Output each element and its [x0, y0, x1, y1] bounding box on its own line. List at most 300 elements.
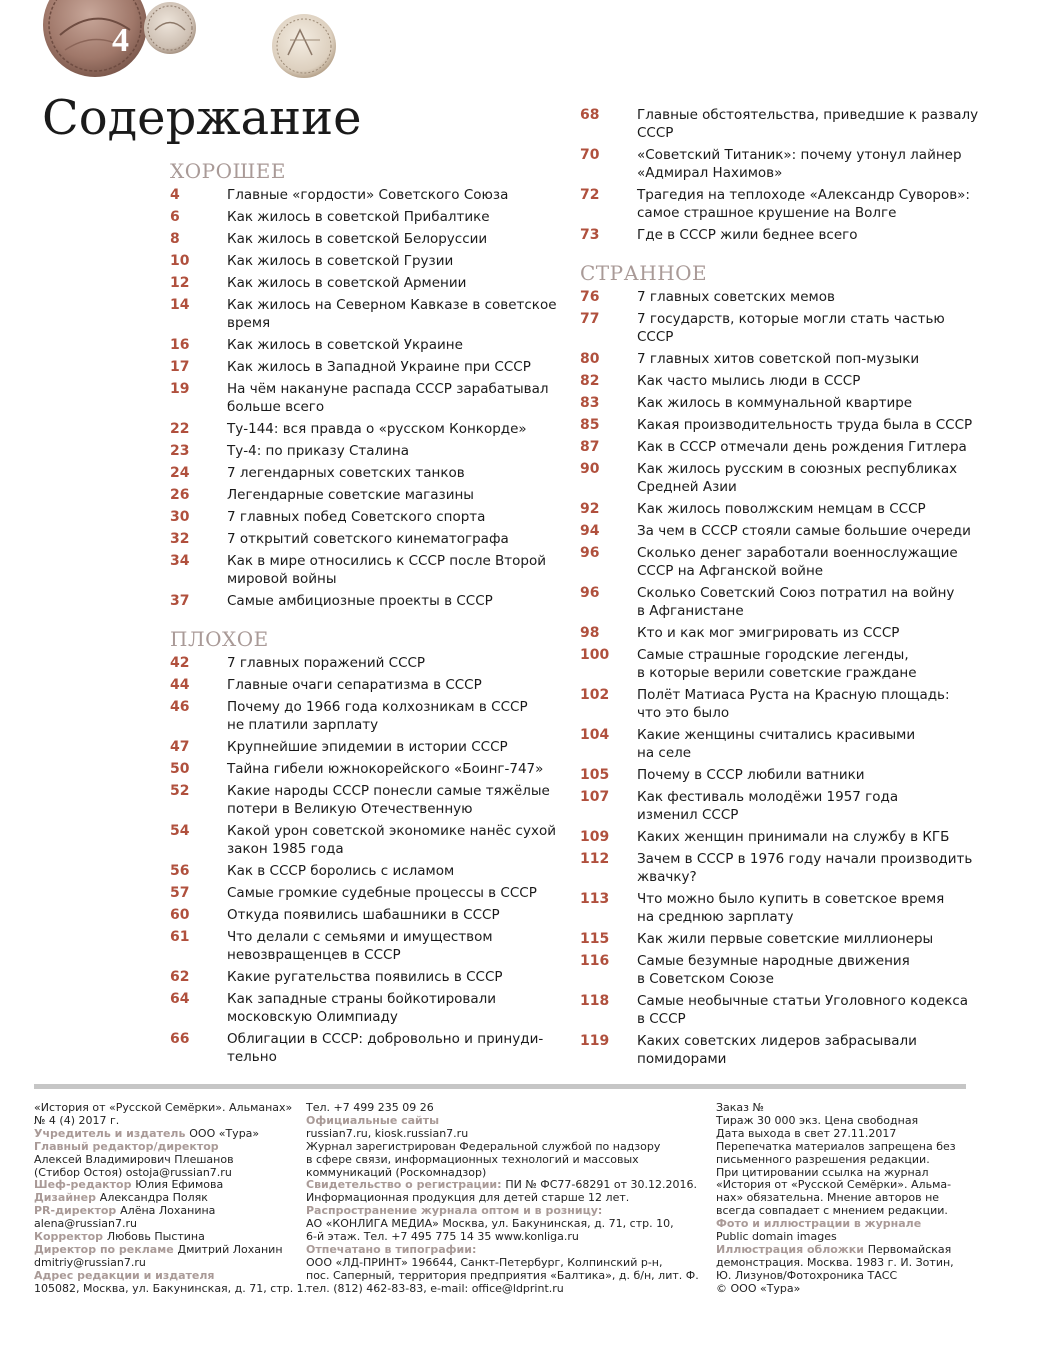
toc-page-number: 37	[170, 593, 190, 609]
imprint-text: Public domain images	[716, 1230, 837, 1244]
imprint-text: russian7.ru, kiosk.russian7.ru	[306, 1126, 469, 1140]
toc-title-line: СССР	[637, 125, 674, 141]
toc-title	[227, 486, 560, 504]
toc-title	[227, 552, 560, 588]
imprint-text: Информационная продукция для детей старше 12 лет.	[306, 1191, 630, 1205]
toc-title-line: 7 главных советских мемов	[637, 289, 835, 305]
toc-title	[227, 274, 560, 292]
toc-item[interactable]	[580, 828, 980, 846]
toc-item[interactable]	[580, 226, 980, 244]
toc-title	[227, 862, 560, 880]
imprint-text: 6-й этаж. Тел. +7 495 775 14 35 www.konliga.ru	[306, 1230, 579, 1244]
toc-page-number: 87	[580, 439, 600, 455]
coin-medium	[144, 2, 196, 54]
toc-title-line: Главные «гордости» Советского Союза	[227, 187, 509, 203]
toc-title-line: 7 открытий советского кинематографа	[227, 531, 509, 547]
toc-title	[637, 646, 980, 682]
toc-page-number: 80	[580, 351, 600, 367]
toc-title-line: не платили зарплату	[227, 717, 379, 733]
toc-item[interactable]	[170, 738, 560, 756]
toc-title-line: на среднюю зарплату	[637, 909, 794, 925]
toc-title	[637, 1032, 980, 1068]
toc-item[interactable]	[580, 460, 980, 496]
toc-item[interactable]	[170, 862, 560, 880]
toc-page-number: 52	[170, 783, 190, 799]
toc-title-line: изменил СССР	[637, 807, 739, 823]
toc-item[interactable]	[580, 500, 980, 518]
toc-title	[227, 508, 560, 526]
imprint-text: Заказ №	[716, 1101, 764, 1114]
section-title: ХОРОШЕЕ	[170, 159, 287, 183]
toc-page-number: 32	[170, 531, 190, 547]
imprint-text: коммуникаций (Роскомнадзор)	[306, 1165, 487, 1179]
toc-title-line: закон 1985 года	[227, 841, 344, 857]
toc-title-line: Откуда появились шабашники в СССР	[227, 907, 500, 923]
toc-title-line: Как фестиваль молодёжи 1957 года	[637, 789, 899, 805]
toc-title-line: Как жилось в советской Грузии	[227, 253, 454, 269]
toc-page-number: 115	[580, 931, 610, 947]
toc-item[interactable]	[580, 686, 980, 722]
toc-page-number: 12	[170, 275, 190, 291]
toc-item[interactable]	[170, 442, 560, 460]
toc-title-line: Как в СССР боролись с исламом	[227, 863, 455, 879]
toc-title-line: Как в СССР отмечали день рождения Гитлера	[637, 439, 967, 455]
toc-item[interactable]	[580, 890, 980, 926]
toc-item[interactable]	[580, 416, 980, 434]
toc-title-line: Самые амбициозные проекты в СССР	[227, 593, 493, 609]
toc-page-number: 66	[170, 1031, 190, 1047]
toc-item[interactable]	[170, 1030, 560, 1066]
toc-item[interactable]	[580, 146, 980, 182]
toc-item[interactable]	[580, 1032, 980, 1068]
toc-title-line: Самые страшные городские легенды,	[637, 647, 909, 663]
toc-item[interactable]	[170, 822, 560, 858]
toc-page-number: 83	[580, 395, 600, 411]
toc-title	[227, 592, 560, 610]
imprint-line	[34, 1281, 308, 1296]
toc-title	[227, 654, 560, 672]
imprint-text: Тираж 30 000 экз. Цена свободная	[716, 1113, 919, 1127]
toc-item[interactable]	[170, 990, 560, 1026]
toc-item[interactable]	[580, 584, 980, 620]
section-gap	[170, 614, 560, 628]
toc-item[interactable]	[170, 676, 560, 694]
toc-title	[227, 822, 560, 858]
toc-page-number: 46	[170, 699, 190, 715]
imprint-label: Свидетельство о регистрации:	[306, 1178, 506, 1192]
toc-page-number: 116	[580, 953, 610, 969]
toc-title	[227, 186, 560, 204]
toc-title-line: 7 легендарных советских танков	[227, 465, 465, 481]
imprint-label: Отпечатано в типографии:	[306, 1242, 477, 1256]
imprint-line	[716, 1283, 976, 1296]
toc-item[interactable]	[580, 788, 980, 824]
toc-page-number: 60	[170, 907, 190, 923]
toc-title-line: помидорами	[637, 1051, 727, 1067]
toc-page-number: 64	[170, 991, 190, 1007]
toc-title	[227, 296, 560, 332]
imprint-text: Любовь Пыстина	[106, 1230, 205, 1244]
toc-title-line: Ту-4: по приказу Сталина	[227, 443, 410, 459]
toc-title	[637, 146, 980, 182]
toc-title	[637, 226, 980, 244]
toc-item[interactable]	[580, 310, 980, 346]
toc-title-line: потери в Великую Отечественную	[227, 801, 473, 817]
toc-title-line: Самые громкие судебные процессы в СССР	[227, 885, 537, 901]
toc-title	[227, 782, 560, 818]
toc-title-line: самое страшное крушение на Волге	[637, 205, 897, 221]
toc-title	[637, 624, 980, 642]
toc-title-line: Зачем в СССР в 1976 году начали производить	[637, 851, 973, 867]
toc-page-number: 8	[170, 231, 180, 247]
toc-title-line: Как жилось в советской Белоруссии	[227, 231, 488, 247]
toc-title-line: СССР на Афганской войне	[637, 563, 824, 579]
toc-page-number: 73	[580, 227, 600, 243]
toc-page-number: 26	[170, 487, 190, 503]
imprint-text: alena@russian7.ru	[34, 1217, 137, 1231]
toc-title-line: 7 государств, которые могли стать частью	[637, 311, 945, 327]
section-title: ПЛОХОЕ	[170, 627, 269, 651]
imprint-label: Фото и иллюстрации в журнале	[716, 1217, 922, 1231]
toc-page-number: 92	[580, 501, 600, 517]
toc-page-number: 119	[580, 1033, 610, 1049]
toc-item[interactable]	[580, 952, 980, 988]
toc-title-line: За чем в СССР стояли самые большие очереди	[637, 523, 971, 539]
toc-title-line: в Афганистане	[637, 603, 744, 619]
toc-title-line: Что можно было купить в советское время	[637, 891, 945, 907]
toc-item[interactable]	[580, 394, 980, 412]
toc-item[interactable]	[170, 358, 560, 376]
toc-item[interactable]	[580, 624, 980, 642]
toc-item[interactable]	[170, 274, 560, 292]
imprint-text: всегда совпадает с мнением редакции.	[716, 1204, 948, 1218]
toc-item[interactable]	[580, 646, 980, 682]
toc-title	[227, 442, 560, 460]
toc-page-number: 94	[580, 523, 600, 539]
toc-item[interactable]	[170, 336, 560, 354]
toc-title-line: мировой войны	[227, 571, 337, 587]
toc-item[interactable]	[580, 850, 980, 886]
toc-title-line: на селе	[637, 745, 692, 761]
toc-page-number: 72	[580, 187, 600, 203]
toc-title-line: СССР	[637, 329, 674, 345]
coin-large	[43, 0, 147, 77]
toc-title-line: На чём накануне распада СССР зарабатывал	[227, 381, 549, 397]
toc-page-number: 100	[580, 647, 610, 663]
divider-rule	[34, 1084, 966, 1089]
imprint-text: dmitriy@russian7.ru	[34, 1255, 146, 1269]
toc-page-number: 30	[170, 509, 190, 525]
toc-item[interactable]	[580, 372, 980, 390]
toc-title	[227, 676, 560, 694]
toc-title-line: московскую Олимпиаду	[227, 1009, 398, 1025]
toc-page-number: 17	[170, 359, 190, 375]
toc-title	[637, 372, 980, 390]
imprint-text: При цитировании ссылка на журнал	[716, 1165, 929, 1179]
toc-column-left	[170, 160, 560, 1070]
toc-page-number: 109	[580, 829, 610, 845]
toc-title-line: 7 главных побед Советского спорта	[227, 509, 486, 525]
toc-title-line: «Адмирал Нахимов»	[637, 165, 783, 181]
toc-item[interactable]	[170, 252, 560, 270]
toc-title	[227, 1030, 560, 1066]
toc-item[interactable]	[170, 486, 560, 504]
toc-title-line: что это было	[637, 705, 730, 721]
imprint-text: в сфере связи, информационных технологий и массовых	[306, 1152, 639, 1166]
toc-title	[227, 252, 560, 270]
toc-item[interactable]	[170, 186, 560, 204]
toc-page-number: 16	[170, 337, 190, 353]
toc-page-number: 113	[580, 891, 610, 907]
toc-page-number: 44	[170, 677, 190, 693]
toc-title-line: Самые безумные народные движения	[637, 953, 910, 969]
toc-title-line: Как жилось русским в союзных республиках	[637, 461, 958, 477]
toc-title	[227, 464, 560, 482]
imprint-text: демонстрация. Москва. 1983 г. И. Зотин,	[716, 1255, 954, 1269]
imprint-label: Директор по рекламе	[34, 1242, 178, 1256]
toc-title	[637, 288, 980, 306]
toc-item[interactable]	[170, 208, 560, 226]
imprint-label: Официальные сайты	[306, 1113, 440, 1127]
toc-title-line: Где в СССР жили беднее всего	[637, 227, 858, 243]
toc-title-line: Почему до 1966 года колхозникам в СССР	[227, 699, 528, 715]
toc-title	[227, 336, 560, 354]
toc-title	[637, 766, 980, 784]
toc-item[interactable]	[580, 186, 980, 222]
toc-page-number: 19	[170, 381, 190, 397]
toc-page-number: 24	[170, 465, 190, 481]
imprint-text: ПИ № ФС77-68291 от 30.12.2016.	[505, 1178, 697, 1192]
toc-title	[227, 208, 560, 226]
toc-title	[227, 884, 560, 902]
toc-title-line: Как жилось в советской Армении	[227, 275, 467, 291]
toc-page-number: 112	[580, 851, 610, 867]
toc-page-number: 4	[170, 187, 180, 203]
toc-item[interactable]	[580, 106, 980, 142]
toc-page-number: 54	[170, 823, 190, 839]
toc-title-line: Как жилось в советской Украине	[227, 337, 463, 353]
toc-title	[637, 584, 980, 620]
toc-item[interactable]	[580, 288, 980, 306]
toc-title-line: тельно	[227, 1049, 277, 1065]
toc-page-number: 70	[580, 147, 600, 163]
toc-title-line: 7 главных хитов советской поп-музыки	[637, 351, 920, 367]
toc-item[interactable]	[170, 380, 560, 416]
toc-item[interactable]	[170, 906, 560, 924]
toc-page-number: 23	[170, 443, 190, 459]
toc-title-line: больше всего	[227, 399, 325, 415]
toc-title	[637, 416, 980, 434]
toc-page-number: 47	[170, 739, 190, 755]
toc-title	[227, 738, 560, 756]
toc-page-number: 57	[170, 885, 190, 901]
toc-title-line: Сколько денег заработали военнослужащие	[637, 545, 958, 561]
toc-title-line: Каких женщин принимали на службу в КГБ	[637, 829, 950, 845]
imprint-column-2	[306, 1102, 706, 1296]
toc-item[interactable]	[580, 992, 980, 1028]
toc-title-line: Какие народы СССР понесли самые тяжёлые	[227, 783, 550, 799]
toc-title-line: Средней Азии	[637, 479, 737, 495]
toc-page-number: 105	[580, 767, 610, 783]
toc-item[interactable]	[170, 760, 560, 778]
toc-item[interactable]	[580, 930, 980, 948]
toc-item[interactable]	[170, 592, 560, 610]
imprint-text: Юлия Ефимова	[135, 1178, 224, 1192]
toc-title	[637, 930, 980, 948]
toc-title-line: Какие ругательства появились в СССР	[227, 969, 503, 985]
toc-title-line: Тайна гибели южнокорейского «Боинг-747»	[227, 761, 544, 777]
toc-page-number: 76	[580, 289, 600, 305]
page-title: Содержание	[42, 90, 362, 146]
imprint-text: ООО «Тура»	[189, 1126, 260, 1140]
toc-item[interactable]	[170, 552, 560, 588]
imprint-column-1	[34, 1101, 308, 1296]
page-number: 4	[112, 22, 129, 59]
toc-page-number: 107	[580, 789, 610, 805]
toc-page-number: 14	[170, 297, 190, 313]
toc-item[interactable]	[580, 726, 980, 762]
imprint-label: Дизайнер	[34, 1191, 100, 1205]
toc-page-number: 82	[580, 373, 600, 389]
imprint-text: Алексей Владимирович Плешанов	[34, 1152, 234, 1166]
imprint-label: Шеф-редактор	[34, 1178, 136, 1192]
toc-page-number: 50	[170, 761, 190, 777]
toc-page-number: 6	[170, 209, 180, 225]
toc-title	[637, 350, 980, 368]
imprint-label: Иллюстрация обложки	[716, 1242, 868, 1256]
toc-page-number: 104	[580, 727, 610, 743]
toc-page-number: 34	[170, 553, 190, 569]
toc-title	[227, 230, 560, 248]
imprint-text: Первомайская	[867, 1242, 952, 1256]
imprint-text: «История от «Русской Семёрки». Альма-	[716, 1178, 952, 1192]
toc-item[interactable]	[580, 522, 980, 540]
toc-title	[637, 106, 980, 142]
toc-item[interactable]	[170, 782, 560, 818]
toc-title-line: Главные очаги сепаратизма в СССР	[227, 677, 482, 693]
toc-title-line: Какие женщины считались красивыми	[637, 727, 916, 743]
toc-item[interactable]	[170, 230, 560, 248]
toc-page-number: 22	[170, 421, 190, 437]
imprint-text: Перепечатка материалов запрещена без	[716, 1139, 956, 1153]
imprint-label: PR-директор	[34, 1204, 121, 1218]
toc-title-line: Как западные страны бойкотировали	[227, 991, 497, 1007]
toc-item[interactable]	[170, 654, 560, 672]
toc-title-line: в которые верили советские граждане	[637, 665, 917, 681]
imprint-text: «История от «Русской Семёрки». Альманах»	[34, 1101, 293, 1114]
toc-item[interactable]	[170, 884, 560, 902]
imprint-text: Александра Поляк	[99, 1191, 208, 1205]
toc-title	[227, 420, 560, 438]
toc-title	[637, 890, 980, 926]
toc-title-line: в Советском Союзе	[637, 971, 774, 987]
imprint-text: 105082, Москва, ул. Бакунинская, д. 71, стр. 1.	[34, 1281, 308, 1295]
toc-title-line: Кто и как мог эмигрировать из СССР	[637, 625, 900, 641]
toc-title	[637, 438, 980, 456]
toc-title	[227, 928, 560, 964]
toc-title-line: Как жили первые советские миллионеры	[637, 931, 934, 947]
toc-page-number: 90	[580, 461, 600, 477]
toc-item[interactable]	[170, 530, 560, 548]
toc-item[interactable]	[170, 420, 560, 438]
toc-page-number: 56	[170, 863, 190, 879]
toc-title	[637, 828, 980, 846]
toc-title-line: время	[227, 315, 271, 331]
toc-page-number: 77	[580, 311, 600, 327]
imprint-text: Алёна Лоханина	[120, 1204, 216, 1218]
toc-title-line: Как жилось в Западной Украине при СССР	[227, 359, 531, 375]
toc-title-line: в СССР	[637, 1011, 686, 1027]
toc-title	[637, 186, 980, 222]
toc-page-number: 62	[170, 969, 190, 985]
toc-title-line: Какая производительность труда была в СССР	[637, 417, 973, 433]
imprint-text: © ООО «Тура»	[716, 1281, 801, 1295]
toc-title	[227, 990, 560, 1026]
imprint-text: пос. Саперный, территория предприятия «Балтика», д. б/н, лит. Ф.	[306, 1268, 699, 1282]
imprint-text: ООО «ЛД-ПРИНТ» 196644, Санкт-Петербург, Колпинский р-н,	[306, 1255, 663, 1269]
toc-column-right	[580, 106, 980, 1072]
toc-item[interactable]	[170, 928, 560, 964]
imprint-label: Главный редактор/директор	[34, 1139, 219, 1153]
toc-title	[637, 850, 980, 886]
imprint-text: нах» обязательна. Мнение авторов не	[716, 1191, 940, 1205]
toc-title-line: 7 главных поражений СССР	[227, 655, 426, 671]
toc-title-line: Сколько Советский Союз потратил на войну	[637, 585, 955, 601]
imprint-text: Журнал зарегистрирован Федеральной службой по надзору	[306, 1139, 661, 1153]
toc-page-number: 118	[580, 993, 610, 1009]
toc-item[interactable]	[170, 508, 560, 526]
toc-item[interactable]	[170, 968, 560, 986]
toc-title-line: Главные обстоятельства, приведшие к развалу	[637, 107, 979, 123]
toc-title-line: Как в мире относились к СССР после Второй	[227, 553, 547, 569]
toc-title-line: Каких советских лидеров забрасывали	[637, 1033, 917, 1049]
toc-title	[637, 686, 980, 722]
toc-title	[637, 952, 980, 988]
toc-item[interactable]	[580, 350, 980, 368]
toc-page-number: 10	[170, 253, 190, 269]
toc-title-line: Легендарные советские магазины	[227, 487, 474, 503]
toc-title-line: жвачку?	[637, 869, 697, 885]
toc-item[interactable]	[580, 438, 980, 456]
imprint-text: Дата выхода в свет 27.11.2017	[716, 1126, 897, 1140]
toc-page-number: 98	[580, 625, 600, 641]
toc-page-number: 96	[580, 545, 600, 561]
toc-title	[637, 522, 980, 540]
toc-title-line: Как жилось на Северном Кавказе в советское	[227, 297, 557, 313]
toc-title-line: «Советский Титаник»: почему утонул лайнер	[637, 147, 962, 163]
toc-title	[227, 380, 560, 416]
toc-title	[637, 310, 980, 346]
toc-title	[637, 500, 980, 518]
toc-title-line: Ту-144: вся правда о «русском Конкорде»	[227, 421, 527, 437]
section-title: СТРАННОЕ	[580, 261, 708, 285]
toc-title-line: Как жилось в коммунальной квартире	[637, 395, 913, 411]
toc-item[interactable]	[580, 766, 980, 784]
toc-title-line: Как жилось поволжским немцам в СССР	[637, 501, 926, 517]
decorative-coins	[0, 0, 380, 95]
toc-item[interactable]	[170, 698, 560, 734]
imprint-text: Тел. +7 499 235 09 26	[306, 1101, 434, 1114]
section-gap	[580, 248, 980, 262]
toc-page-number: 61	[170, 929, 190, 945]
imprint-column-3	[716, 1102, 976, 1296]
toc-item[interactable]	[170, 464, 560, 482]
toc-title-line: Трагедия на теплоходе «Александр Суворов»:	[637, 187, 970, 203]
toc-item[interactable]	[170, 296, 560, 332]
imprint-text: АО «КОНЛИГА МЕДИА» Москва, ул. Бакунинская, д. 71, стр. 10,	[306, 1217, 674, 1231]
toc-item[interactable]	[580, 544, 980, 580]
toc-page-number: 102	[580, 687, 610, 703]
